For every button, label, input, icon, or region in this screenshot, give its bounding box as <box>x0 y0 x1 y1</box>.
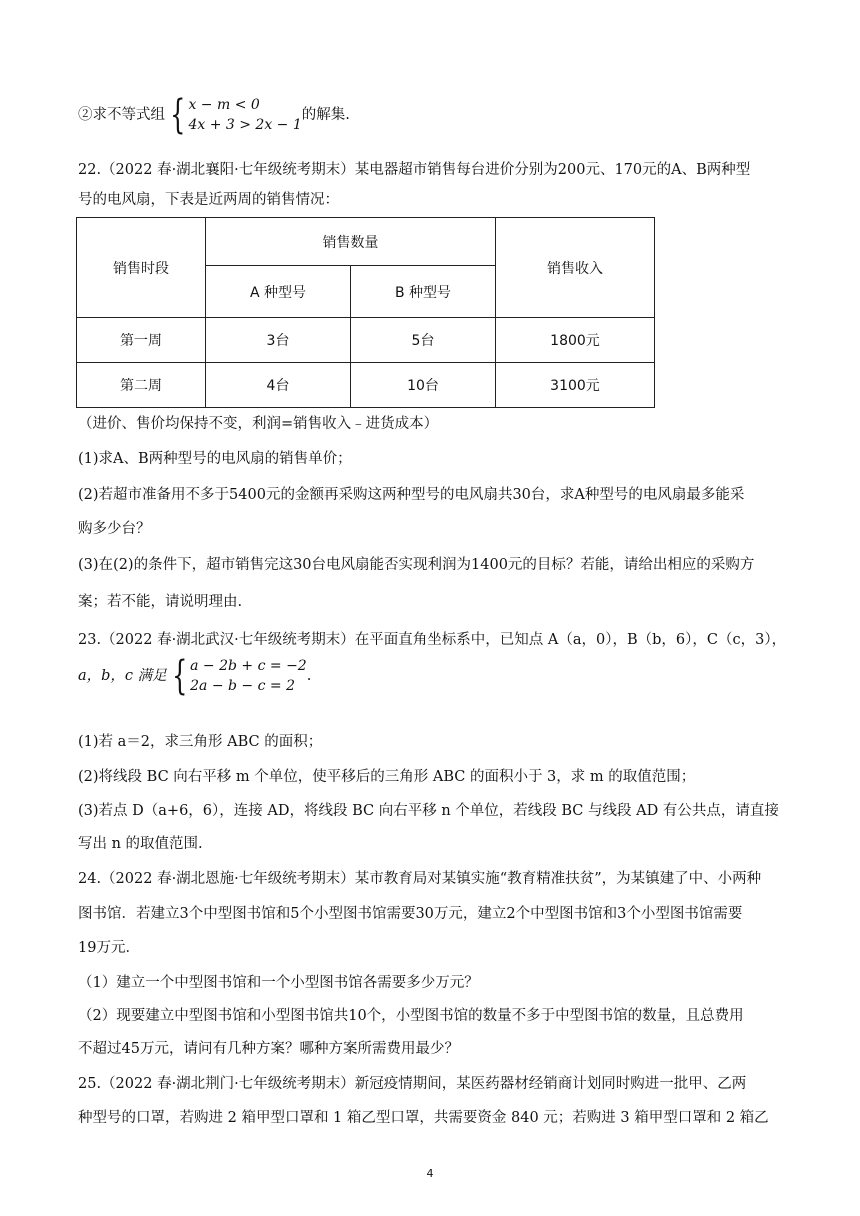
cell-period: 第二周 <box>77 363 206 408</box>
q22-part3a: (3)在(2)的条件下，超市销售完这30台电风扇能否实现利润为1400元的目标？若能，请给出相应的采购方 <box>78 557 755 573</box>
left-brace: { <box>170 92 186 138</box>
q22-line2: 号的电风扇，下表是近两周的销售情况： <box>78 192 339 208</box>
q23-part3b: 写出 n 的取值范围. <box>78 836 203 852</box>
q22-part3b: 案；若不能，请说明理由. <box>78 594 243 610</box>
header-income: 销售收入 <box>496 218 655 318</box>
q23-abc-prefix: a，b，c 满足 <box>78 668 167 684</box>
q23-eq2: 2a − b − c = 2 <box>190 678 295 694</box>
q23-system <box>190 656 307 696</box>
q21-inequality-system <box>78 92 350 138</box>
q23-part2: (2)将线段 BC 向右平移 m 个单位，使平移后的三角形 ABC 的面积小于 3，求 m 的取值范围； <box>78 769 696 785</box>
q23-line1: 23.（2022 春·湖北武汉·七年级统考期末）在平面直角坐标系中，已知点 A（a，0），B（b，6），C（c，3）， <box>78 632 787 648</box>
header-period: 销售时段 <box>77 218 206 318</box>
header-type-b: B 种型号 <box>351 266 496 318</box>
page-number: 4 <box>426 1167 434 1180</box>
q21-eq2: 4x + 3 > 2x − 1 <box>188 117 302 133</box>
q25-line2: 种型号的口罩，若购进 2 箱甲型口罩和 1 箱乙型口罩，共需要资金 840 元；若购进 3 箱甲型口罩和 2 箱乙 <box>78 1110 769 1126</box>
left-brace: { <box>171 653 188 699</box>
q22-note: （进价、售价均保持不变，利润=销售收入﹣进货成本） <box>78 416 439 432</box>
cell-a: 3台 <box>206 318 351 363</box>
cell-income: 3100元 <box>496 363 655 408</box>
q24-line3: 19万元． <box>78 940 140 956</box>
q23-abc-suffix: . <box>306 668 312 684</box>
q21-system <box>188 95 301 135</box>
header-quantity: 销售数量 <box>206 218 496 266</box>
sales-table <box>76 217 655 408</box>
q21-eq1: x − m < 0 <box>188 97 260 113</box>
cell-b: 10台 <box>351 363 496 408</box>
q23-eq1: a − 2b + c = −2 <box>190 658 307 674</box>
q22-line1: 22.（2022 春·湖北襄阳·七年级统考期末）某电器超市销售每台进价分别为200元、170元的A、B两种型 <box>78 162 751 178</box>
q21-prefix: ②求不等式组 <box>78 107 165 123</box>
q24-part2b: 不超过45万元，请问有几种方案？哪种方案所需费用最少？ <box>78 1041 459 1057</box>
q24-part2a: （2）现要建立中型图书馆和小型图书馆共10个，小型图书馆的数量不多于中型图书馆的数量，且总费用 <box>78 1008 744 1024</box>
q25-line1: 25.（2022 春·湖北荆门·七年级统考期末）新冠疫情期间，某医药器材经销商计划同时购进一批甲、乙两 <box>78 1076 747 1092</box>
q21-suffix: 的解集. <box>301 107 350 123</box>
q22-part1: (1)求A、B两种型号的电风扇的销售单价； <box>78 451 352 467</box>
q23-system-line <box>78 653 312 699</box>
cell-a: 4台 <box>206 363 351 408</box>
q24-line1: 24.（2022 春·湖北恩施·七年级统考期末）某市教育局对某镇实施“教育精准扶贫”，为某镇建了中、小两种 <box>78 871 762 887</box>
q24-part1: （1）建立一个中型图书馆和一个小型图书馆各需要多少万元？ <box>78 975 479 991</box>
table-row <box>77 318 655 363</box>
q22-part2a: (2)若超市准备用不多于5400元的金额再采购这两种型号的电风扇共30台，求A种型号的电风扇最多能采 <box>78 487 745 503</box>
q23-part1: (1)若 a＝2，求三角形 ABC 的面积； <box>78 734 323 750</box>
cell-period: 第一周 <box>77 318 206 363</box>
cell-b: 5台 <box>351 318 496 363</box>
q24-line2: 图书馆．若建立3个中型图书馆和5个小型图书馆需要30万元，建立2个中型图书馆和3个小型图书馆需要 <box>78 906 743 922</box>
table-row <box>77 363 655 408</box>
q23-part3a: (3)若点 D（a+6，6），连接 AD，将线段 BC 向右平移 n 个单位，若线段 BC 与线段 AD 有公共点，请直接 <box>78 803 779 819</box>
cell-income: 1800元 <box>496 318 655 363</box>
header-type-a: A 种型号 <box>206 266 351 318</box>
q22-part2b: 购多少台？ <box>78 521 151 537</box>
